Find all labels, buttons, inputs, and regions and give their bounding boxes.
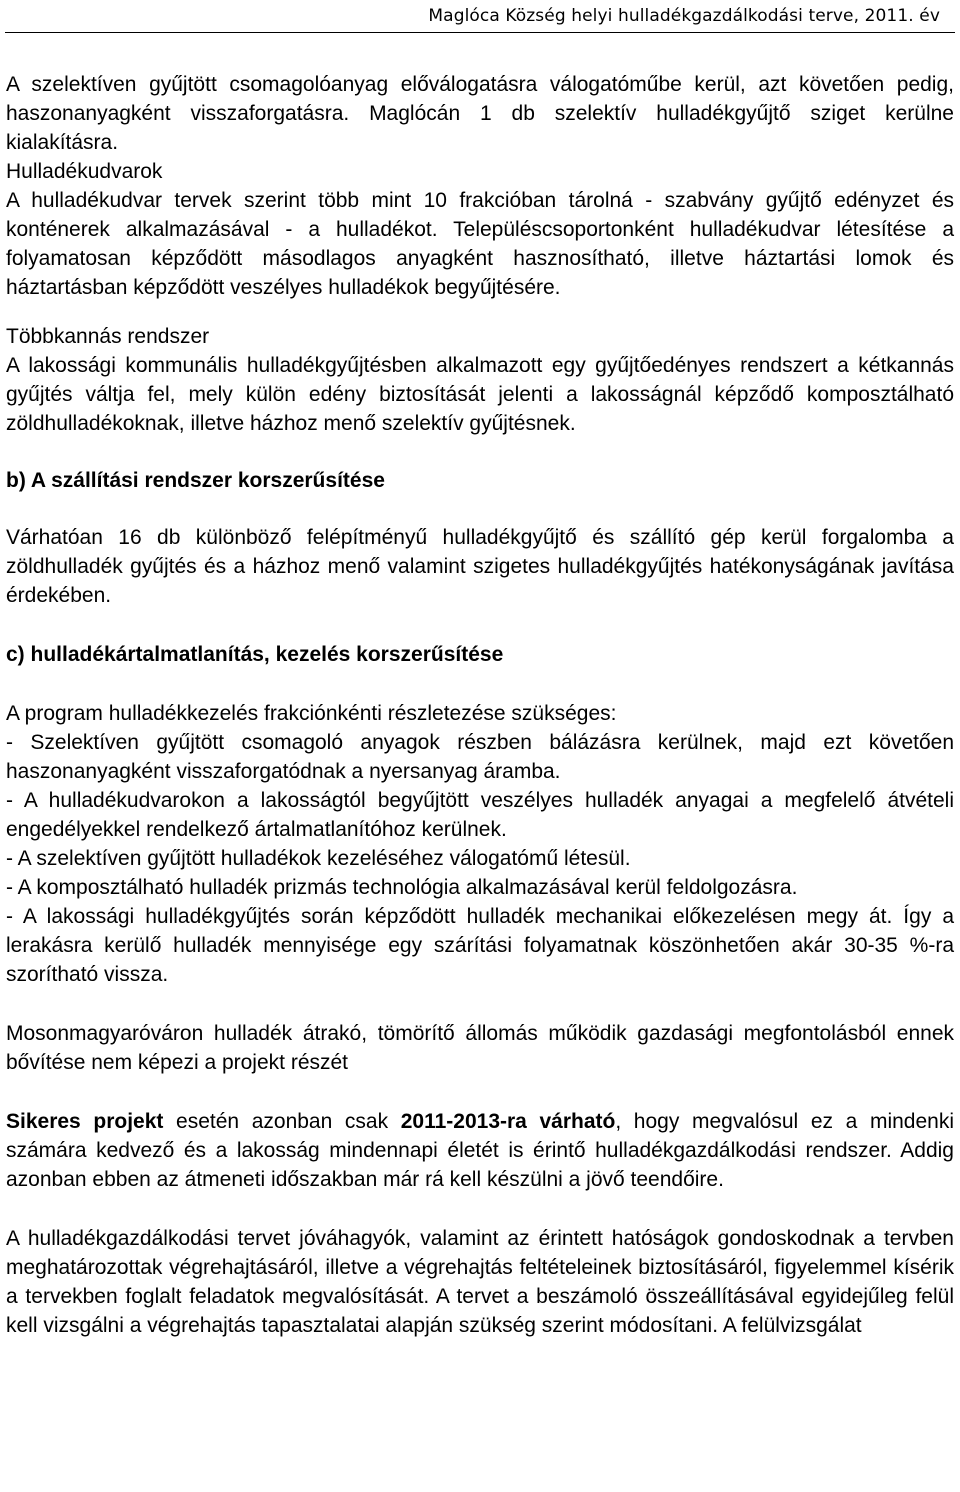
bold-sikeres-projekt: Sikeres projekt xyxy=(6,1110,164,1133)
subheading-hulladekudvarok: Hulladékudvarok xyxy=(6,160,163,183)
text-sikeres-1: esetén azonban csak xyxy=(163,1110,401,1133)
subheading-tobbkannas: Többkannás rendszer xyxy=(6,325,210,348)
text-sikeres-2: , hogy megvalósul ez a mindenki számára kedvező és a lakosság mindennapi életét is érintő hulladékgazdálkodási rendszer. Addig azonban ebben az átmeneti időszakban már rá kell készülni a jövő teendőire. xyxy=(6,1110,954,1191)
paragraph-sikeres-projekt xyxy=(6,1107,954,1194)
paragraph-hulladekudvarok: A hulladékudvar tervek szerint több mint 10 frakcióban tárolná - szabvány gyűjtő edényzet és konténerek alkalmazásával - a hulladékot. Településcsoportonként hulladékudvar létesítése a folyamatosan képződött másodlagos anyagként hasznosítható, illetve háztartási lomok és háztartásban képződött veszélyes hulladékok begyűjtésére. xyxy=(6,189,954,299)
heading-c: c) hulladékártalmatlanítás, kezelés korszerűsítése xyxy=(6,643,504,666)
list-item-c-1: - Szelektíven gyűjtött csomagoló anyagok részben bálázásra kerülnek, majd ezt követően haszonanyagként visszaforgatódnak a nyersanyag áramba. xyxy=(6,731,954,783)
list-item-c-4: - A komposztálható hulladék prizmás technológia alkalmazásával kerül feldolgozásra. xyxy=(6,876,798,899)
list-item-c-5: - A lakossági hulladékgyűjtés során képződött hulladék mechanikai előkezelésen megy át. Így a lerakásra kerülő hulladék mennyisége egy szárítási folyamatnak köszönhetően akár 30-35 %-ra szorítható vissza. xyxy=(6,905,954,986)
paragraph-c-intro: A program hulladékkezelés frakciónkénti részletezése szükséges: xyxy=(6,702,617,725)
document-body xyxy=(6,70,954,1340)
heading-b: b) A szállítási rendszer korszerűsítése xyxy=(6,469,385,492)
list-item-c-3: - A szelektíven gyűjtött hulladékok kezeléséhez válogatómű létesül. xyxy=(6,847,631,870)
paragraph-intro: A szelektíven gyűjtött csomagolóanyag előválogatásra válogatóműbe kerül, azt követően pedig, haszonanyagként visszaforgatásra. Maglócán 1 db szelektív hulladékgyűjtő sziget kerülne kialakításra. xyxy=(6,73,954,154)
page-header: Maglóca Község helyi hulladékgazdálkodási terve, 2011. év xyxy=(428,6,940,26)
paragraph-final: A hulladékgazdálkodási tervet jóváhagyók, valamint az érintett hatóságok gondoskodnak a tervben meghatározottak végrehajtásáról, illetve a végrehajtás feltételeinek biztosításáról, figyelemmel kísérik a tervekben foglalt feladatok megvalósítását. A tervet a beszámoló összeállításával egyidejűleg felül kell vizsgálni a végrehajtás tapasztalatai alapján szükség szerint módosítani. A felülvizsgálat xyxy=(6,1227,954,1337)
paragraph-b: Várhatóan 16 db különböző felépítményű hulladékgyűjtő és szállító gép kerül forgalomba a zöldhulladék gyűjtés és a házhoz menő valamint szigetes hulladékgyűjtés hatékonyságának javítása érdekében. xyxy=(6,526,954,607)
paragraph-tobbkannas: A lakossági kommunális hulladékgyűjtésben alkalmazott egy gyűjtőedényes rendszert a kétkannás gyűjtés váltja fel, mely külön edény biztosítását jelenti a lakosságnál képződő komposztálható zöldhulladékoknak, illetve házhoz menő szelektív gyűjtésnek. xyxy=(6,354,954,435)
header-rule xyxy=(5,32,955,33)
bold-varhato: 2011-2013-ra várható xyxy=(400,1110,616,1133)
list-item-c-2: - A hulladékudvarokon a lakosságtól begyűjtött veszélyes hulladék anyagai a megfelelő átvételi engedélyekkel rendelkező ártalmatlanítóhoz kerülnek. xyxy=(6,789,954,841)
paragraph-mosonmagyarovar: Mosonmagyaróváron hulladék átrakó, tömörítő állomás működik gazdasági megfontolásból ennek bővítése nem képezi a projekt részét xyxy=(6,1022,954,1074)
